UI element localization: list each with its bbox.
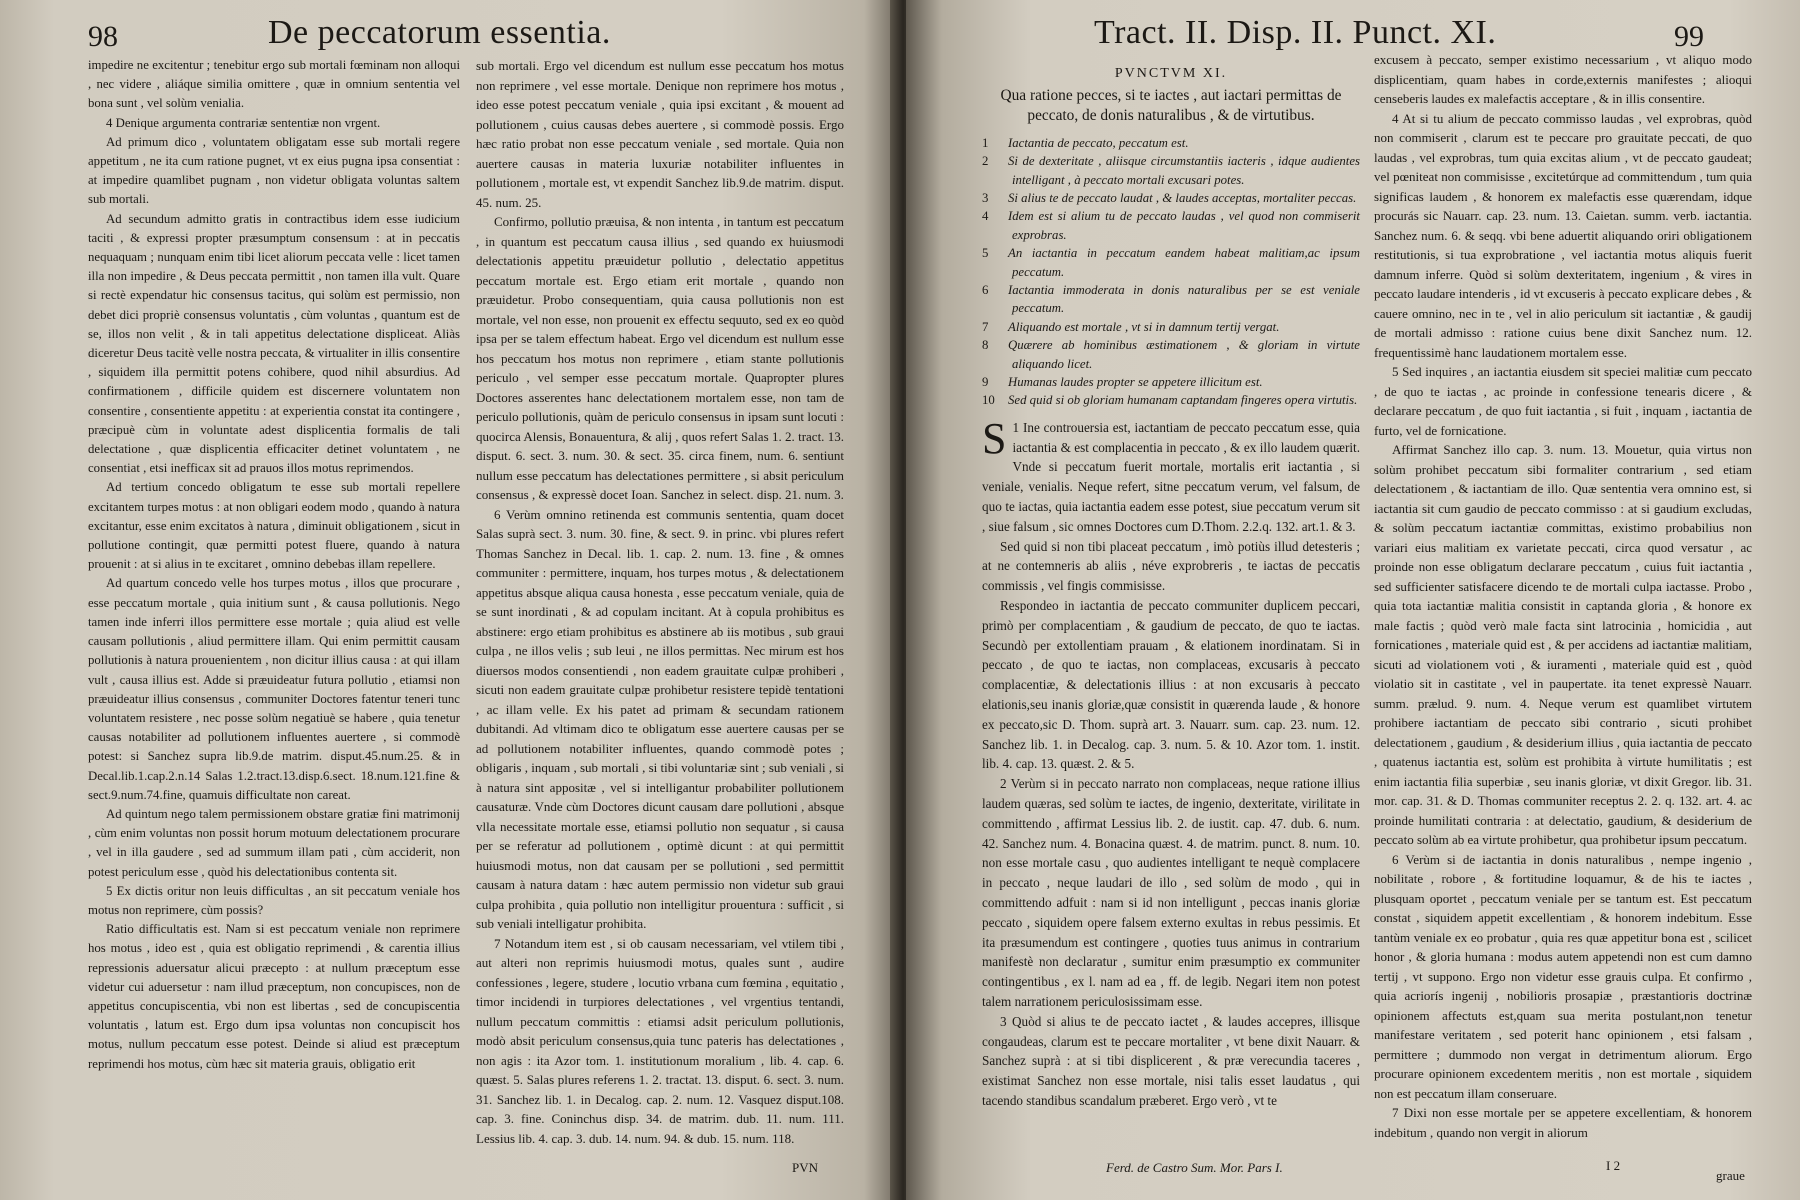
paragraph-number: 1 bbox=[1012, 419, 1023, 435]
running-head: De peccatorum essentia. bbox=[268, 14, 611, 51]
paragraph bbox=[1374, 362, 1752, 440]
catchword: graue bbox=[1716, 1168, 1745, 1183]
paragraph-text: Ad quartum concedo velle hos turpes motus , illos que procurare , esse peccatum mortale , quia initium sunt , & causa pollutionis. Nego tamen inde inferri illos permittere esse mortale ; quia aliud est velle causam pollutionis , aliud permittere illam. Qui enim permittit causam pollutionis à natura prouenientem , non dicitur illius causa : at qui illam vult , causa illius est. Adde si præuideatur futura pollutio , etiamsi non præuideatur illius consensus , communiter Doctores fatentur teneri tunc voluntatem resistere , nec posse solùm negatiuè se habere , quia tenetur causas notabiliter ad pollutionem influentes auertere , si commodè potest: si Sanchez supra lib.9.de matrim. disput.45.num.25. & in Decal.lib.1.cap.2.n.14 Salas 1.2.tract.13.disp.6.sect. 18.num.121.fine & sect.9.num.74.fine, quamuis difficultate non careat. bbox=[88, 576, 460, 802]
paragraph-text: Respondeo in iactantia de peccato communiter duplicem peccari, primò per complacentiam , & gaudium de peccato, de quo te iactas. Secundò per extollentiam prauam , & elationem inordinatam. Si in peccato , de quo te iactas, non complaceas, excusaris à peccato complacentiæ, & delectationis illius : at non excusaris à peccato elationis,seu inanis gloriæ,quæ consistit in quærenda laude , & honore ex peccato,sic D. Thom. suprà art. 3. Nauarr. sum. cap. 23. num. 12. Sanchez lib. 1. in Decalog. cap. 3. num. 5. & 10. Azor tom. 1. instit. lib. 4. cap. 13. quæst. 2. & 5. bbox=[982, 598, 1360, 772]
paragraph bbox=[88, 574, 460, 804]
summary-text: Aliquando est mortale , vt si in damnum tertij vergat. bbox=[1008, 319, 1280, 334]
paragraph-text: Ine controuersia est, iactantiam de peccato peccatum esse, quia iactantia & est complacentia in peccato , & ex illo laudem quærit. Vnde si peccatum fuerit mortale, mortalis erit iactantia , si veniale, venialis. Neque refert, sitne peccatum verum, vel falsum, de quo te iactas, quia iactantia eadem esse potest, siue peccatum verum sit , siue falsum , sic omnes Doctores cum D.Thom. 2.2.q. 132. art.1. & 3. bbox=[982, 419, 1360, 534]
summary-item bbox=[982, 189, 1360, 207]
summary-text: Iactantia immoderata in donis naturalibus per se est veniale peccatum. bbox=[1008, 283, 1360, 316]
paragraph bbox=[982, 596, 1360, 774]
paragraph bbox=[476, 56, 844, 212]
right-page bbox=[906, 0, 1800, 1200]
summary-item bbox=[982, 391, 1360, 409]
paragraph-text: Ad primum dico , voluntatem obligatam esse sub mortali regere appetitum , ne ita cum ratione pugnet, vt ex eius pugna ipsa consentiat : at impedire quamlibet pugnam , non videtur obligata voluntas saltem sub mortali. bbox=[88, 134, 460, 207]
summary-text: Humanas laudes propter se appetere illicitum est. bbox=[1008, 375, 1263, 390]
paragraph-text: 6 Verùm si de iactantia in donis naturalibus , nempe ingenio , nobilitate , robore , & fortitudine loquamur, & de his te iactes , plusquam oportet , peccatum veniale per se tantum est. Est peccatum constat , siquidem appetit excellentiam , & honorem indebitum. Esse tantùm veniale ex eo probatur , quia res quæ appetitur bona est , scilicet honor , & gloria humana : modus autem appetendi non est cum damno tertij , vt suppono. Ergo non videtur esse grauis culpa. Et confirmo , quia acriorís ingenij , nobilioris prosapiæ , præstantioris doctrinæ opinionem affectuts est,quam sua merita postulant,non tenetur manifestare veritatem , sed poterit hanc opinionem , etsi falsam , permittere ; dummodo non vergat in detrimentum aliorum. Ergo procurare opinionem excedentem meritis , non est mortale , siquidem non est peccatum illam conseruare. bbox=[1374, 851, 1752, 1101]
paragraph bbox=[88, 478, 460, 574]
footer-note: Ferd. de Castro Sum. Mor. Pars I. bbox=[1106, 1160, 1283, 1175]
summary-text: Sed quid si ob gloriam humanam captandam fingeres opera virtutis. bbox=[1008, 393, 1358, 408]
paragraph-text: 2 Verùm si in peccato narrato non complaceas, neque ratione illius laudem quæras, sed solùm te iactes, de ingenio, dexteritate, virilitate in committendo , affirmat Lessius lib. 2. de iustit. cap. 47. dub. 6. num. 42. Sanchez num. 4. Bonacina quæst. 4. de matrim. punct. 8. num. 10. non esse mortale casu , quo audientes intelligant te nequè complacere in peccato , neque laudari de illo , sed solùm de modo , qui in committendo adfuit : nam si id non intelligunt , peccas inanis gloriæ peccato , siquidem opere falsem externo exultas in rebus pessimis. Et ita præsumendum est contingere , quoties tuus animus in contrarium manifestè non declaratur , sumitur enim præsumptio ex communiter contingentibus , ex l. nam ad ea , ff. de legib. Negari item non potest talem narrationem periculosissimam esse. bbox=[982, 776, 1360, 1009]
paragraph bbox=[88, 805, 460, 882]
paragraph bbox=[982, 1012, 1360, 1111]
paragraph bbox=[982, 774, 1360, 1012]
summary-number: 1 bbox=[982, 135, 989, 150]
summary-number: 10 bbox=[982, 393, 995, 408]
paragraph bbox=[1374, 440, 1752, 850]
summary-text: Iactantia de peccato, peccatum est. bbox=[1008, 135, 1189, 150]
paragraph-text: impedire ne excitentur ; tenebitur ergo sub mortali fœminam non alloqui , nec videre , aliáque similia omittere , quæ in omnium sententia vel bona sunt , vel solùm venialia. bbox=[88, 58, 460, 111]
summary-text: Si de dexteritate , aliisque circumstantiis iacteris , idque audientes intelligant , à peccato mortali excusari potes. bbox=[1008, 154, 1360, 187]
summary-number: 3 bbox=[982, 191, 989, 206]
summary-list bbox=[982, 134, 1360, 410]
paragraph bbox=[88, 210, 460, 479]
summary-item bbox=[982, 244, 1360, 281]
summary-item bbox=[982, 373, 1360, 391]
page-number: 98 bbox=[88, 20, 118, 53]
summary-item bbox=[982, 336, 1360, 373]
paragraph-text: Ratio difficultatis est. Nam si est peccatum veniale non reprimere hos motus , ideo est , quia est obligatio reprimendi , & carentia illius repressionis aduersatur alicui præcepto : at nullum præceptum esse videtur cui aduersetur : nam illud præceptum, non concupisces, non de appetitus concupiscentia, vbi non est libertas , sed de concupiscentia voluntatis , latum est. Ergo dum ipsa voluntas non concupiscit hos motus, nullum peccatum esse potest. Deinde si aliud est præceptum reprimendi hos motus, cùm hæc sit materia grauis, obligatio erit bbox=[88, 922, 460, 1071]
paragraph-text: 7 Dixi non esse mortale per se appetere excellentiam, & honorem indebitum , quando non vergit in aliorum bbox=[1374, 1105, 1752, 1140]
paragraph bbox=[476, 212, 844, 505]
paragraph-text: 3 Quòd si alius te de peccato iactet , & laudes accepres, illisque congaudeas, clarum est te peccare mortaliter , vt bene dixit Nauarr. & Sanchez suprà : at si tibi displicerent , & præ verecundia taceres , existimat Sanchez non esse mortale, nisi talis esset laudatus , qui tacendo standibus scandalum præberet. Ergo verò , vt te bbox=[982, 1013, 1360, 1108]
paragraph-text: 5 Ex dictis oritur non leuis difficultas , an sit peccatum veniale hos motus non reprimere, cùm possis? bbox=[88, 883, 460, 917]
paragraph-text: Affirmat Sanchez illo cap. 3. num. 13. Mouetur, quia virtus non solùm prohibet peccatum sibi formaliter contrarium , sed etiam delectationem , & iactantiam de illo. Quæ sententia vera omnino est, si iactantia sit cum gaudio de peccato commisso : at si gaudium excludas, & solùm peccatum iactantiæ committas, existimo probabilius non variari eius malitiam ex varietate peccati, circa quod versatur , ac proinde non esse obligatum declarare peccatum , cuius fuit iactantia , sed sufficienter satisfacere dicendo te de mortali culpa iactasse. Probo , quia tota iactantiæ malitia consistit in captanda gloria , & honore ex male factis ; quòd verò male facta sint latrocinia , homicidia , aut fornicationes , materiale quid est , & per accidens ad iactantiæ malitiam, sicuti ad violationem voti , & iuramenti , materiale quid est , quòd violatio sit in castitate , vel in paupertate. ita tenet expressè Nauarr. summ. prælud. 9. num. 4. Neque verum est quamlibet virtutem prohibere iactantiam de peccato sibi contrario , sicuti prohibet delectationem , gaudium , & desiderium illius , quia iactantia de peccato , quatenus iactantia est, solùm est prohibita à virtute humilitatis ; est enim iactantia filia superbiæ , seu inanis gloriæ, vt dixit Gregor. lib. 31. mor. cap. 31. & D. Thomas communiter receptus 2. 2. q. 132. art. 4. ac proinde humilitati contraria : at delectatio, gaudium, & desiderium de peccato solùm ab ea virtute prohibetur, qua prohibetur ipsum peccatum. bbox=[1374, 442, 1752, 847]
paragraph bbox=[88, 114, 460, 133]
paragraph bbox=[88, 56, 460, 114]
summary-number: 5 bbox=[982, 246, 989, 261]
paragraph-text: sub mortali. Ergo vel dicendum est nullum esse peccatum hos motus non reprimere , vel esse mortale. Denique non reprimere hos motus , ideo esse potest peccatum veniale , quia ipsi excitant , & mouent ad pollutionem , cuius causas debes auertere , si commodè possis. Ergo hæc ratio probat non esse peccatum veniale , sed mortale. Quia non auertere causas in materia luxuriæ notabiliter influentes in pollutionem , mortale est, vt expendit Sanchez lib.9.de matrim. disput. 45. num. 25. bbox=[476, 58, 844, 210]
paragraph bbox=[88, 133, 460, 210]
paragraph bbox=[88, 882, 460, 920]
punctum-label: PVNCTVM XI. bbox=[1114, 66, 1228, 81]
drop-cap: S bbox=[982, 413, 1007, 463]
paragraph bbox=[88, 920, 460, 1074]
summary-text: An iactantia in peccatum eandem habeat malitiam,ac ipsum peccatum. bbox=[1008, 246, 1360, 279]
summary-text: Idem est si alium tu de peccato laudas , vel quod non commiserit exprobras. bbox=[1008, 209, 1360, 242]
summary-item bbox=[982, 281, 1360, 318]
paragraph-text: 7 Notandum item est , si ob causam necessariam, vel vtilem tibi , aut alteri non reprimis huiusmodi motus, quales sunt , audire confessiones , legere, studere , locutio vrbana cum fœmina , equitatio , timor incidendi in turpiores delectationes , vel vrgentius tentandi, nullum peccatum committis : etiamsi adsit periculum pollutionis, modò absit periculum consensus,quia tunc pateris has delectationes , non agis : ita Azor tom. 1. institutionum moralium , lib. 4. cap. 6. quæst. 5. Salas plures referens 1. 2. tractat. 13. disput. 6. sect. 3. num. 31. Sanchez lib. 1. in Decalog. cap. 2. num. 12. Vasquez disput.108. cap. 3. fine. Coninchus disp. 34. de matrim. dub. 11. num. 111. Lessius lib. 4. cap. 3. dub. 14. num. 94. & dub. 15. num. 118. bbox=[476, 935, 844, 1146]
summary-item bbox=[982, 134, 1360, 152]
paragraph bbox=[982, 537, 1360, 596]
paragraph bbox=[1374, 850, 1752, 1104]
text-column-left-1 bbox=[88, 56, 460, 1074]
paragraph-text: 6 Verùm omnino retinenda est communis sententia, quam docet Salas suprà sect. 3. num. 30. fine, & sect. 9. in princ. vbi plures refert Thomas Sanchez in Decal. lib. 1. cap. 2. num. 13. fine , & omnes communiter : permittere, inquam, hos turpes motus , & delectationem appetitus absque aliqua causa honesta , esse peccatum veniale, quia de se sunt inordinati , & ad copulam incitant. At à copula prohibitus es abstinere: ergo etiam prohibitus es abstinere ab iis motibus , sub graui culpa , ne illos velis ; sub leui , ne illos permittas. Nec mirum est hos diuersos modos consentiendi , non eadem grauitate culpæ prohiberi , sicuti non eadem grauitate culpæ prohibetur resistere tepidè tentationi , ac illam velle. Ex his patet ad primam & secundam rationem dubitandi. Ad vltimam dico te obligatum esse auertere causas per se ad pollutionem notabiliter influentes, quando commodè potes ; obligaris , inquam , sub mortali , si tibi voluntariæ sint ; sub veniali , si à natura sint appositæ , vel si intelligantur probabiliter pollutionem causaturæ. Vnde cùm Doctores dicunt causam dare pollutioni , absque vlla necessitate mortale esse, etiamsi pollutio non sequatur , si causa per se referatur ad pollutionem , optimè dicunt : at qui permittit huiusmodi motus, non dat causam per se pollutioni , sed permittit causam à natura datam : hæc autem permissio non videtur sub graui culpa prohibita , quia pollutio non intelligitur prouentura : sufficit , si sub veniali intelligatur prohibita. bbox=[476, 506, 844, 931]
paragraph bbox=[476, 934, 844, 1149]
summary-text: Quærere ab hominibus æstimationem , & gloriam in virtute aliquando licet. bbox=[1008, 338, 1360, 371]
catchword: PVN bbox=[792, 1160, 819, 1175]
running-head: Tract. II. Disp. II. Punct. XI. bbox=[1094, 14, 1497, 51]
punctum-title: Qua ratione pecces, si te iactes , aut iactari permittas de peccato, de donis naturalibus , & de virtutibus. bbox=[1000, 86, 1342, 124]
signature-mark: I 2 bbox=[1606, 1158, 1621, 1173]
summary-number: 2 bbox=[982, 154, 989, 169]
paragraph-text: 5 Sed inquires , an iactantia eiusdem sit speciei malitiæ cum peccato , de quo te iactas , ac proinde in confessione tenearis dicere , & declarare peccatum , de quo fuit iactantia , si fuit , inquam , iactantia de furto, vel de fornicatione. bbox=[1374, 364, 1752, 438]
paragraph-text: Ad secundum admitto gratis in contractibus idem esse iudicium taciti , & expressi propter præsumptum consensum : at in peccatis nequaquam ; nunquam enim tibi licet aliorum peccata velle : licet tamen illa non impedire , & Deus peccata permittit , non tamen illa vult. Quare si rectè expendatur hic consensus tacitus, qui solùm est permissio, non debet dici propriè consensus voluntatis , cùm voluntas , quantum est de se, illos non velit , & in tali appetitus delectatione displiceat. Aliàs diceretur Deus tacitè velle nostra peccata, & virtualiter in illis consentire , siquidem illa permittit potens cohibere, quod nihil absurdius. Ad confirmationem , difficile quidem est discernere voluntatem non consentire , consentiente appetitu : at experientia constat ita contingere , præcipuè cùm in voluntate adest displicentia formalis de tali delectatione , quæ displicentia efficaciter detinet voluntatem , ne consentiat , etsi inefficax sit ad prauos illos motus reprimendos. bbox=[88, 211, 460, 476]
summary-number: 6 bbox=[982, 283, 989, 298]
paragraph bbox=[1374, 50, 1752, 109]
paragraph-text: Ad tertium concedo obligatum te esse sub mortali repellere excitantem turpes motus : at non obligari eodem modo , quando à natura excitantur, esse enim excitatos à natura , diminuit obligationem , sicut in pollutione contingit, quæ permitti potest fluere, quando à natura prouenit : at si alius in te excitaret , omnino debebas illam repellere. bbox=[88, 480, 460, 572]
paragraph bbox=[982, 413, 1360, 537]
paragraph bbox=[1374, 109, 1752, 363]
summary-item bbox=[982, 318, 1360, 336]
summary-number: 9 bbox=[982, 375, 989, 390]
text-column-right-2 bbox=[1374, 50, 1752, 1142]
summary-item bbox=[982, 207, 1360, 244]
paragraph-text: Ad quintum nego talem permissionem obstare gratiæ fini matrimonij , cùm enim voluntas non possit horum motuum delectationem procurare , vel in illa gaudere , sed ad summum illam pati , cùm acciderit, non potest periculum esse , quòd his delectationibus contenta sit. bbox=[88, 806, 460, 879]
paragraph-text: 4 At si tu alium de peccato commisso laudas , vel exprobras, quòd non commiserit , clarum est te peccare pro grauitate peccati, de quo laudas , vel exprobras, tum quia excitas alium , vt de peccato gaudeat; vel pœniteat non commisisse , excitetúrque ad committendum , tum quia significas laudem , & honorem ex malefactis esse quærendam, idque procurás sic Nauarr. cap. 23. num. 13. Caietan. summ. verb. iactantia. Sanchez num. 6. & seqq. vbi bene aduertit aliquando oriri obligationem restitutionis, si tua exprobratione , vel iactantia motus aliquis fuerit damnum inferre. Quòd si solùm dexteritatem, ingenium , & vires in peccato laudare intenderis , id vt excuseris à peccato explicare debes , & cauere omnino, nec in te , vel in alio periculum sit iactantiæ , & gaudij de mortali admisso : ratione cuius bene dixit Sanchez num. 12. frequentissimè hanc laudationem mortalem esse. bbox=[1374, 110, 1752, 360]
summary-text: Si alius te de peccato laudat , & laudes acceptas, mortaliter peccas. bbox=[1008, 191, 1357, 206]
summary-number: 4 bbox=[982, 209, 989, 224]
paragraph-text: Sed quid si non tibi placeat peccatum , imò potiùs illud detesteris ; at ne contemneris ab aliis , néve exprobreris , te iactas de peccatis commissis , vel fingis commisisse. bbox=[982, 538, 1360, 594]
paragraph-text: excusem à peccato, semper existimo necessarium , vt aliquo modo displicentiam, quam habes in corde,externis manifestes ; alioqui censeberis laudes ex malefactis acceptare , & in illis consentire. bbox=[1374, 52, 1752, 106]
summary-number: 7 bbox=[982, 319, 989, 334]
text-column-right-1 bbox=[982, 64, 1360, 1111]
page-number: 99 bbox=[1674, 20, 1704, 53]
summary-number: 8 bbox=[982, 338, 989, 353]
text-column-left-2 bbox=[476, 56, 844, 1148]
paragraph-text: 4 Denique argumenta contrariæ sententiæ non vrgent. bbox=[106, 115, 381, 130]
paragraph bbox=[1374, 1103, 1752, 1142]
summary-item bbox=[982, 152, 1360, 189]
paragraph-text: Confirmo, pollutio præuisa, & non intenta , in tantum est peccatum , in quantum est peccatum causa illius , sed quando ex huiusmodi delectationis appetitu præuidetur pollutio , delectatio appetitus peccatum mortale est. Ergo etiam erit mortale , quando non præuidetur. Probo consequentiam, quia causa pollutionis non est mortale, vel non esse, non prouenit ex effectu sequuto, sed ex eo quòd ipsa per se talem effectum habeat. Ergo vel dicendum est nullum esse hos peccatum hos motus non reprimere , etiam stante pollutionis periculo , vel semper esse peccatum mortale. Quapropter plures Doctores asserentes hanc delectationem mortalem esse, non tam de periculo pollutionis, quàm de periculo consensus in ipsam sunt locuti : quocirca Alensis, Bonauentura, & alij , quos refert Salas 1. 2. tract. 13. disput. 6. sect. 3. num. 30. & sect. 35. circa finem, num. 6. sentiunt nullum esse peccatum has delectationes permittere , si absit periculum consensus , & expressè docet Ioan. Sanchez in select. disp. 21. num. 3. bbox=[476, 214, 844, 502]
paragraph bbox=[476, 505, 844, 934]
